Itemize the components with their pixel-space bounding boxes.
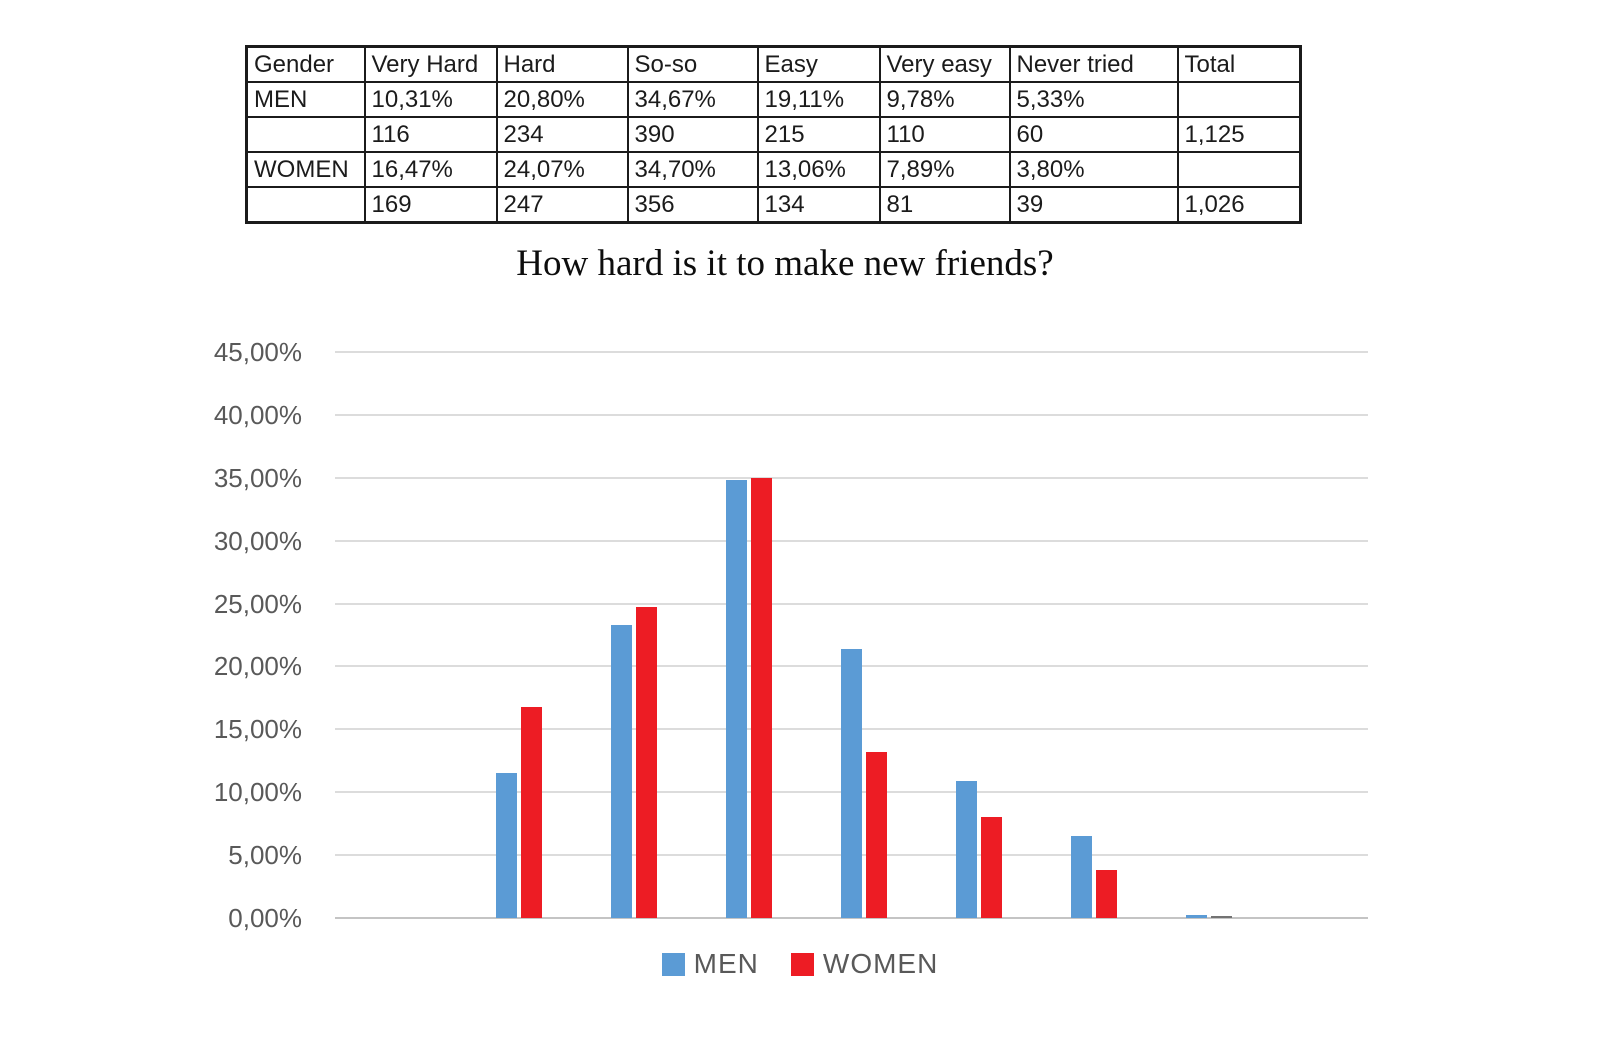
table-cell: 169: [365, 187, 497, 223]
legend-label: MEN: [693, 948, 759, 979]
table-cell: WOMEN: [247, 152, 365, 187]
table-cell: [1178, 152, 1301, 187]
bar-women-5: [1096, 870, 1117, 918]
table-cell: [1178, 82, 1301, 117]
table-cell: 134: [758, 187, 880, 223]
table-cell: 116: [365, 117, 497, 152]
legend-item-women: [791, 948, 938, 980]
table-cell: MEN: [247, 82, 365, 117]
table-cell: 110: [880, 117, 1010, 152]
gridline: [335, 414, 1368, 416]
legend-item-men: [662, 948, 759, 980]
table-cell: 39: [1010, 187, 1178, 223]
table-cell: 10,31%: [365, 82, 497, 117]
bar-women-2: [751, 478, 772, 918]
y-axis-tick-label: 45,00%: [213, 337, 302, 367]
table-cell: 34,70%: [628, 152, 758, 187]
table-row: [247, 152, 1301, 187]
y-axis-tick-label: 35,00%: [213, 462, 302, 493]
legend-swatch-icon: [791, 953, 814, 976]
bar-women-1: [636, 607, 657, 918]
table-cell: 13,06%: [758, 152, 880, 187]
table-header-cell: Never tried: [1010, 47, 1178, 83]
table-header-cell: Hard: [497, 47, 628, 83]
table-body: [247, 47, 1301, 223]
gridline: [335, 603, 1368, 605]
table-cell: 19,11%: [758, 82, 880, 117]
bar-women-3: [866, 752, 887, 918]
y-axis-tick-label: 15,00%: [213, 714, 302, 745]
table-cell: 234: [497, 117, 628, 152]
bar-men-3: [841, 649, 862, 918]
bar-women-4: [981, 817, 1002, 918]
table-cell: [247, 187, 365, 223]
table-header-cell: Gender: [247, 47, 365, 83]
table-cell: 9,78%: [880, 82, 1010, 117]
table-cell: 1,125: [1178, 117, 1301, 152]
table-header-row: [247, 47, 1301, 83]
gridline: [335, 540, 1368, 542]
table-header-cell: Very easy: [880, 47, 1010, 83]
data-table: [245, 45, 1302, 224]
table-header-cell: Easy: [758, 47, 880, 83]
table-cell: 356: [628, 187, 758, 223]
chart-legend: [0, 948, 1600, 980]
table-cell: [247, 117, 365, 152]
table-cell: 1,026: [1178, 187, 1301, 223]
y-axis-tick-label: 25,00%: [213, 588, 302, 619]
table-header-cell: Very Hard: [365, 47, 497, 83]
gridline: [335, 351, 1368, 353]
table-cell: 215: [758, 117, 880, 152]
table-cell: 34,67%: [628, 82, 758, 117]
table-cell: 390: [628, 117, 758, 152]
legend-label: WOMEN: [822, 948, 939, 979]
table-cell: 20,80%: [497, 82, 628, 117]
table-cell: 7,89%: [880, 152, 1010, 187]
table-cell: 5,33%: [1010, 82, 1178, 117]
survey-table: [245, 45, 1302, 224]
table-cell: 24,07%: [497, 152, 628, 187]
table-cell: 60: [1010, 117, 1178, 152]
table-row: [247, 117, 1301, 152]
bar-chart: [0, 300, 1600, 1000]
bar-men-0: [496, 773, 517, 918]
table-row: [247, 187, 1301, 223]
bar-men-1: [611, 625, 632, 918]
y-axis-tick-label: 10,00%: [213, 777, 302, 808]
bar-women-6: [1211, 916, 1232, 918]
chart-title: How hard is it to make new friends?: [516, 243, 1054, 284]
bar-men-5: [1071, 836, 1092, 918]
y-axis-tick-label: 20,00%: [213, 651, 302, 682]
table-row: [247, 82, 1301, 117]
table-cell: 247: [497, 187, 628, 223]
bar-men-4: [956, 781, 977, 918]
table-cell: 3,80%: [1010, 152, 1178, 187]
table-cell: 81: [880, 187, 1010, 223]
bar-women-0: [521, 707, 542, 918]
y-axis-tick-label: 5,00%: [228, 840, 302, 871]
gridline: [335, 477, 1368, 479]
bar-men-2: [726, 480, 747, 918]
legend-swatch-icon: [662, 953, 685, 976]
table-header-cell: So-so: [628, 47, 758, 83]
y-axis-tick-label: 0,00%: [228, 903, 302, 933]
y-axis-tick-label: 30,00%: [213, 525, 302, 556]
table-cell: 16,47%: [365, 152, 497, 187]
table-header-cell: Total: [1178, 47, 1301, 83]
bar-men-6: [1186, 915, 1207, 918]
y-axis-tick-label: 40,00%: [213, 399, 302, 430]
